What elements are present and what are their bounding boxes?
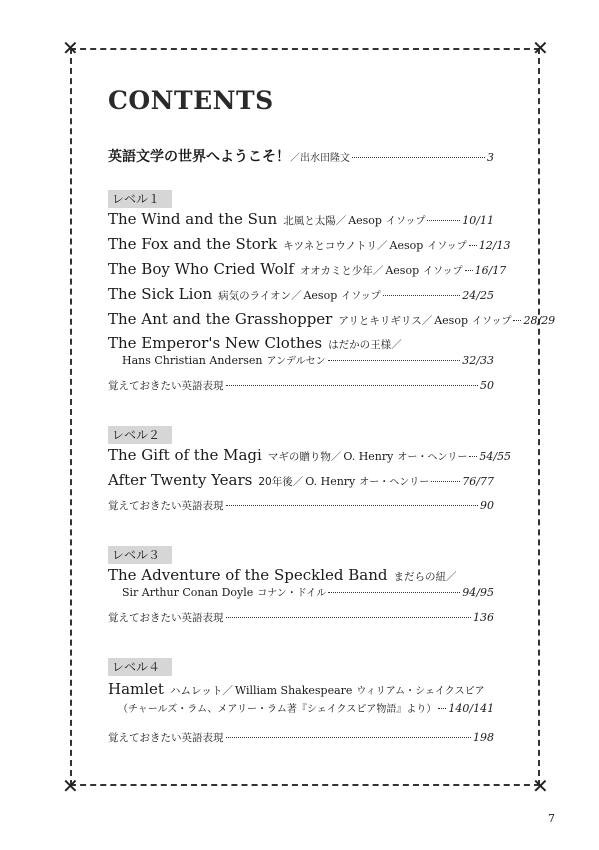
toc-entry-welcome[interactable]: 英語文学の世界へようこそ！ ／出水田隆文 3 — [108, 149, 494, 165]
toc-entry-title-line[interactable]: The Adventure of the Speckled Band まだらの紐／ — [108, 566, 457, 584]
toc-entry[interactable]: The Ant and the Grasshopper アリとキリギリス／ Aesop イソップ 28/29 — [108, 310, 556, 328]
toc-entry-expressions[interactable]: 覚えておきたい英語表現 198 — [108, 731, 494, 744]
toc-entry[interactable]: The Fox and the Stork キツネとコウノトリ／ Aesop イソップ 12/13 — [108, 235, 511, 253]
cross-ornament-icon: ✕ — [62, 774, 79, 798]
level-heading: レベル１ — [108, 190, 172, 208]
cross-ornament-icon: ✕ — [532, 36, 549, 60]
toc-entry[interactable]: After Twenty Years 20年後／ O. Henry オー・ヘンリー 76/77 — [108, 471, 494, 489]
level-heading: レベル４ — [108, 658, 172, 676]
toc-entry-author-line[interactable]: Hans Christian Andersen アンデルセン 32/33 — [122, 354, 494, 367]
page-number: 7 — [548, 812, 555, 825]
toc-entry[interactable]: The Sick Lion 病気のライオン／ Aesop イソップ 24/25 — [108, 285, 494, 303]
cross-ornament-icon: ✕ — [62, 36, 79, 60]
page-title: CONTENTS — [108, 86, 274, 115]
cross-ornament-icon: ✕ — [532, 774, 549, 798]
toc-entry-title-line[interactable]: Hamlet ハムレット／ William Shakespeare ウィリアム・シェイクスピア — [108, 680, 485, 698]
toc-entry-title-line[interactable]: The Emperor's New Clothes はだかの王様／ — [108, 334, 402, 352]
toc-entry[interactable]: The Gift of the Magi マギの贈り物／ O. Henry オー・ヘンリー 54/55 — [108, 446, 512, 464]
toc-entry-expressions[interactable]: 覚えておきたい英語表現 50 — [108, 379, 494, 392]
level-heading: レベル３ — [108, 546, 172, 564]
toc-entry[interactable]: The Boy Who Cried Wolf オオカミと少年／ Aesop イソップ 16/17 — [108, 260, 507, 278]
level-heading: レベル２ — [108, 426, 172, 444]
toc-entry-expressions[interactable]: 覚えておきたい英語表現 90 — [108, 499, 494, 512]
toc-entry-note-line[interactable]: （チャールズ・ラム、メアリー・ラム著『シェイクスピア物語』より） 140/141 — [118, 702, 495, 715]
toc-entry[interactable]: The Wind and the Sun 北風と太陽／ Aesop イソップ 10/11 — [108, 210, 494, 228]
toc-entry-expressions[interactable]: 覚えておきたい英語表現 136 — [108, 611, 494, 624]
toc-entry-author-line[interactable]: Sir Arthur Conan Doyle コナン・ドイル 94/95 — [122, 586, 494, 599]
